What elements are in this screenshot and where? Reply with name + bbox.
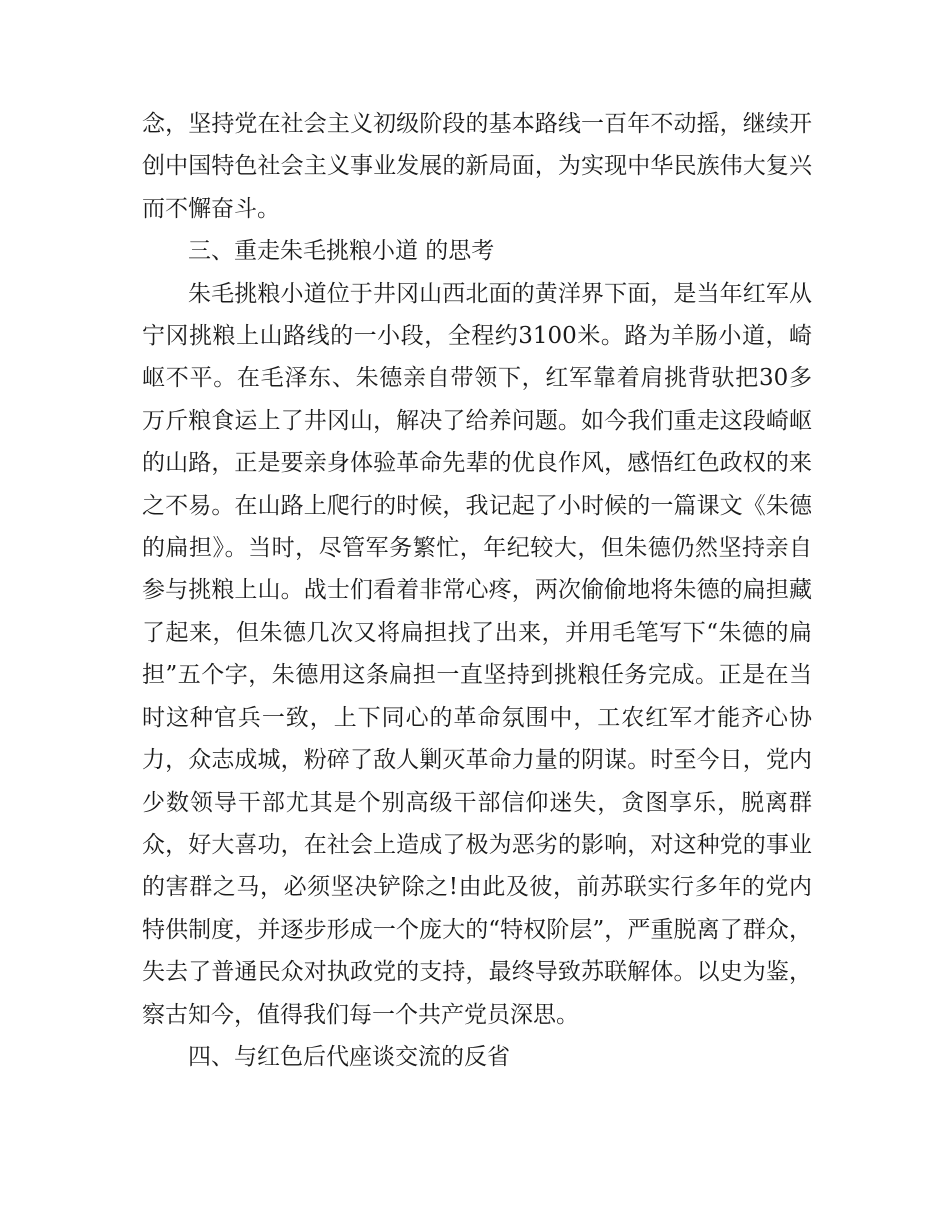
continuation-paragraph: 念，坚持党在社会主义初级阶段的基本路线一百年不动摇，继续开创中国特色社会主义事业发展的新局面，为实现中华民族伟大复兴而不懈奋斗。 [142,111,812,222]
document-page [142,103,812,1078]
section-heading-4: 四、与红色后代座谈交流的反省 [188,1043,510,1070]
body-paragraph: 朱毛挑粮小道位于井冈山西北面的黄洋界下面，是当年红军从宁冈挑粮上山路线的一小段，全程约3100米。路为羊肠小道，崎岖不平。在毛泽东、朱德亲自带领下，红军靠着肩挑背驮把30多万斤粮食运上了井冈山，解决了给养问题。如今我们重走这段崎岖的山路，正是要亲身体验革命先辈的优良作风，感悟红色政权的来之不易。在山路上爬行的时候，我记起了小时候的一篇课文《朱德的扁担》。当时，尽管军务繁忙，年纪较大，但朱德仍然坚持亲自参与挑粮上山。战士们看着非常心疼，两次偷偷地将朱德的扁担藏了起来，但朱德几次又将扁担找了出来，并用毛笔写下“朱德的扁担”五个字，朱德用这条扁担一直坚持到挑粮任务完成。正是在当时这种官兵一致，上下同心的革命氛围中，工农红军才能齐心协力，众志成城，粉碎了敌人剿灭革命力量的阴谋。时至今日，党内少数领导干部尤其是个别高级干部信仰迷失，贪图享乐，脱离群众，好大喜功，在社会上造成了极为恶劣的影响，对这种党的事业的害群之马，必须坚决铲除之!由此及彼，前苏联实行多年的党内特供制度，并逐步形成一个庞大的“特权阶层”，严重脱离了群众，失去了普通民众对执政党的支持，最终导致苏联解体。以史为鉴，察古知今，值得我们每一个共产党员深思。 [142,280,812,1028]
section-heading-3: 三、重走朱毛挑粮小道 的思考 [188,238,495,265]
